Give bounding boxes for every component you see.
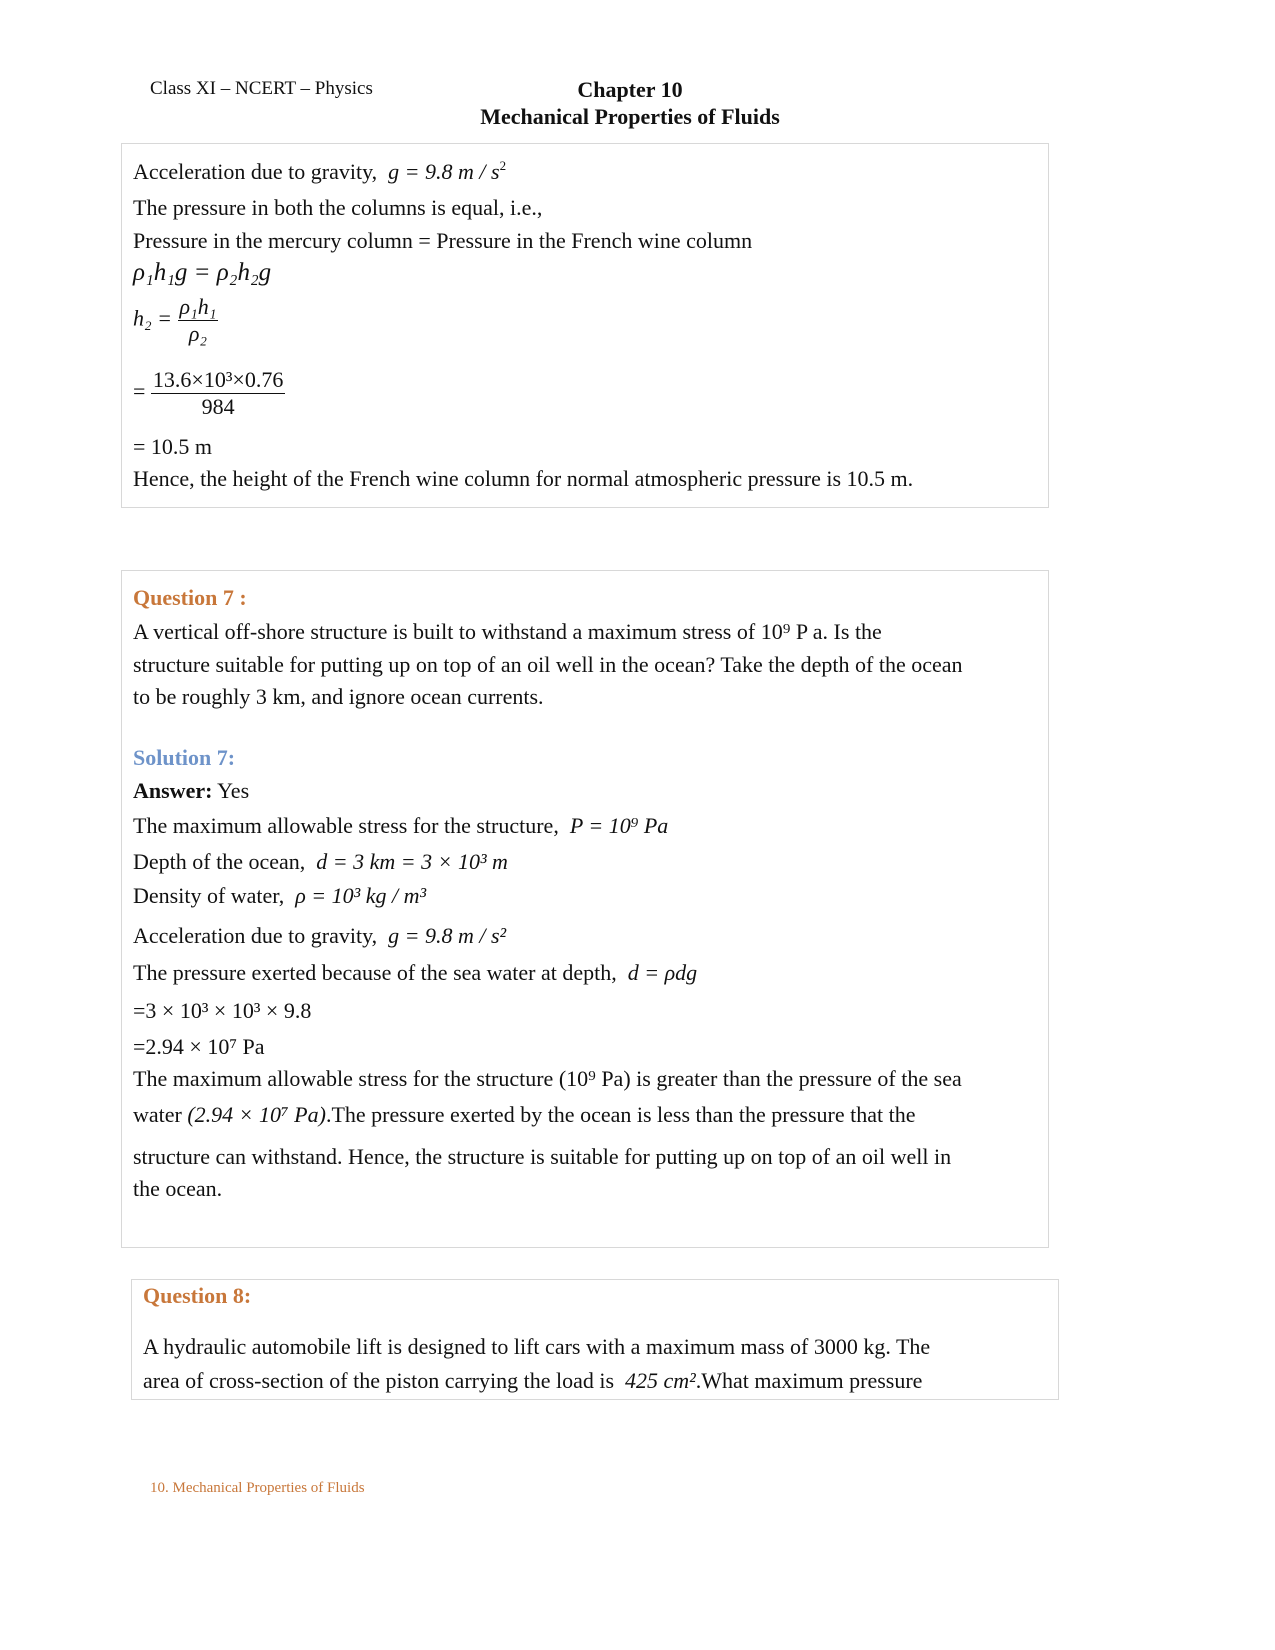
line: Hence, the height of the French wine column for normal atmospheric pressure is 10.5 m. (133, 466, 914, 491)
line: = 10.5 m (133, 434, 213, 459)
line: The pressure exerted because of the sea water at depth, d = ρdg (133, 960, 698, 985)
line: The maximum allowable stress for the structure (10⁹ Pa) is greater than the pressure of the sea (133, 1066, 962, 1091)
line: A vertical off-shore structure is built to withstand a maximum stress of 10⁹ P a. Is the (133, 619, 882, 644)
line: Pressure in the mercury column = Pressure in the French wine column (133, 228, 753, 253)
solution-label: Solution 7: (133, 745, 236, 770)
line: Acceleration due to gravity, g = 9.8 m / $s^2$ (133, 158, 507, 184)
equation: = $\frac{\text{13.6×10³×0.76}}{984}$ (133, 367, 284, 419)
line: The maximum allowable stress for the structure, P = 10⁹ Pa (133, 813, 669, 838)
equation: =3 × 10³ × 10³ × 9.8 (133, 998, 312, 1023)
answer: Answer: Yes (133, 778, 250, 803)
line: water (2.94 × 10⁷ Pa).The pressure exerted by the ocean is less than the pressure that the (133, 1102, 916, 1127)
line: to be roughly 3 km, and ignore ocean currents. (133, 684, 544, 709)
line: structure can withstand. Hence, the structure is suitable for putting up on top of an oil well in (133, 1144, 952, 1169)
chapter-number: Chapter 10 (577, 77, 683, 102)
equation: =2.94 × 10⁷ Pa (133, 1034, 265, 1059)
question-label: Question 8: (143, 1283, 252, 1308)
question-box-7 (121, 570, 1049, 1248)
header-title (440, 76, 820, 130)
line: Acceleration due to gravity, g = 9.8 m / s² (133, 923, 507, 948)
line: Density of water, ρ = 10³ kg / m³ (133, 883, 427, 908)
header-class: Class XI – NCERT – Physics (150, 78, 373, 99)
solution-box-6 (121, 143, 1049, 508)
footer: 10. Mechanical Properties of Fluids (150, 1480, 365, 1496)
line: A hydraulic automobile lift is designed to lift cars with a maximum mass of 3000 kg. The (143, 1334, 931, 1359)
equation: h₂ = $\frac{\text{ρ₁h₁}}{\text{ρ₂}}$ (133, 294, 217, 346)
line: structure suitable for putting up on top of an oil well in the ocean? Take the depth of the ocean (133, 652, 963, 677)
line: area of cross-section of the piston carrying the load is 425 cm².What maximum pressure (143, 1368, 923, 1393)
question-box-8 (131, 1279, 1059, 1400)
line: the ocean. (133, 1176, 223, 1201)
equation: ρ₁h₁g = ρ₂h₂g (133, 259, 272, 286)
line: The pressure in both the columns is equal, i.e., (133, 195, 543, 220)
line: Depth of the ocean, d = 3 km = 3 × 10³ m (133, 849, 508, 874)
chapter-title: Mechanical Properties of Fluids (480, 104, 780, 129)
question-label: Question 7 : (133, 585, 247, 610)
